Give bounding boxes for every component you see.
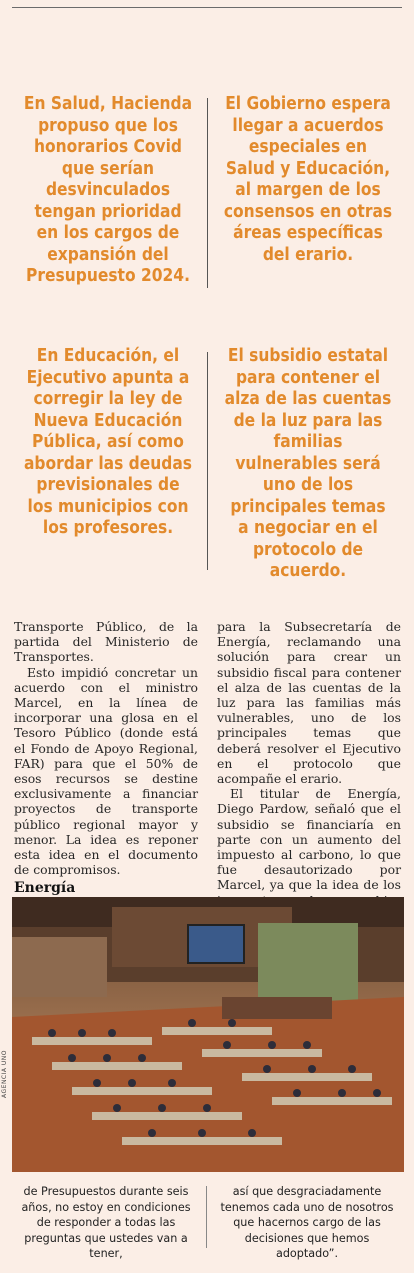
callout-grid — [0, 90, 414, 590]
article-column-right — [217, 619, 401, 938]
photo-credit: AGENCIA UNO — [1, 1049, 8, 1098]
callout-divider-bottom — [207, 352, 208, 570]
callout-salud-hacienda: En Salud, Hacienda propuso que los honorarios Covid que serían desvinculados tengan prioridad en los cargos de expansión del Presupuesto 2024. — [23, 93, 193, 286]
article-paragraph: Transporte Público, de la partida del Ministerio de Transportes. — [14, 619, 198, 665]
article-paragraph: para la Subsecretaría de Energía, reclamando una solución para crear un subsidio fiscal para contener el alza de las cuentas de la luz para las familias más vulnerables, uno de los principales temas que deberá resolver el Ejecutivo en el protocolo que acompañe el erario. — [217, 619, 401, 787]
quote-right: así que desgraciadamente tenemos cada uno de nosotros que hacernos cargo de las decisiones que hemos adoptado”. — [220, 1185, 394, 1260]
chamber-illustration — [12, 897, 404, 1172]
quote-left: de Presupuestos durante seis años, no estoy en condiciones de responder a todas las preguntas que ustedes van a tener, — [21, 1185, 191, 1260]
article-paragraph: Esto impidió concretar un acuerdo con el ministro Marcel, en la línea de incorporar una glosa en el Tesoro Público (donde está el Fondo de Apoyo Regional, FAR) para que el 50% de esos recursos se destine exclusivamente a financiar proyectos de transporte público regional mayor y menor. La idea es reponer esta idea en el documento de compromisos. — [14, 664, 198, 878]
callout-divider-top — [207, 98, 208, 288]
chamber-photo — [12, 897, 404, 1172]
quote-divider — [206, 1186, 207, 1248]
callout-educacion: En Educación, el Ejecutivo apunta a corregir la ley de Nueva Educación Pública, así como abordar las deudas previsionales de los municipios con los profesores. — [23, 345, 193, 538]
callout-gobierno-espera: El Gobierno espera llegar a acuerdos especiales en Salud y Educación, al margen de los consensos en otras áreas específicas del erario. — [223, 93, 393, 265]
callout-subsidio: El subsidio estatal para contener el alza de las cuentas de la luz para las familias vulnerables será uno de los principales temas a negociar en el protocolo de acuerdo. — [224, 345, 392, 581]
article-paragraph: El titular de Energía, Diego Pardow, señaló que el subsidio se financiaría en parte con un aumento del impuesto al carbono, lo que fue desautorizado por Marcel, ya que la idea de los — [217, 786, 401, 893]
section-subhead: Energía — [14, 880, 76, 897]
top-rule — [12, 7, 402, 8]
article-column-left — [14, 619, 198, 928]
